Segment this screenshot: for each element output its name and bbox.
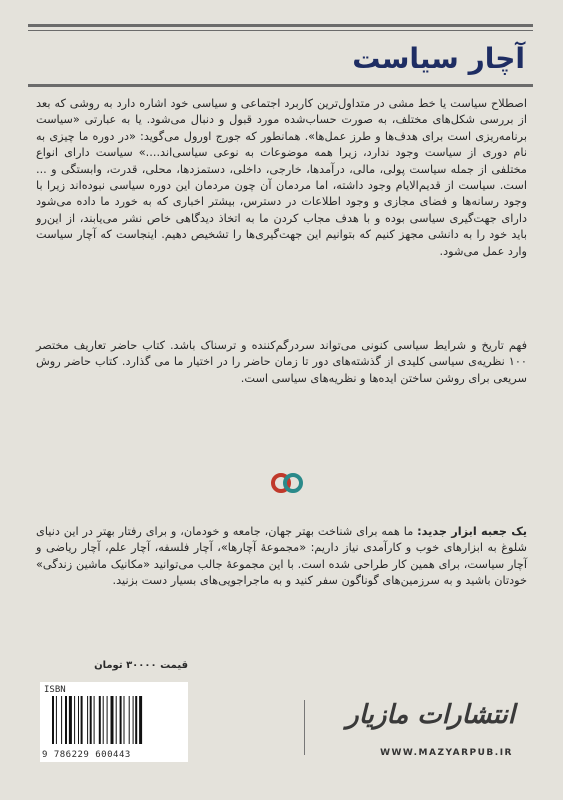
barcode-bar (87, 696, 88, 744)
publisher-divider (304, 700, 305, 755)
barcode-bar (69, 696, 72, 744)
top-rule (28, 24, 533, 27)
publisher-website: WWW.MAZYARPUB.IR (380, 748, 513, 758)
barcode-bar (65, 696, 67, 744)
barcode-bar (56, 696, 57, 744)
barcode-bar (116, 696, 117, 744)
barcode-bar (94, 696, 95, 744)
barcode-bar (78, 696, 79, 744)
description-paragraph-3 (36, 524, 527, 590)
toolbox-lead: یک جعبه ابزار جدید: (417, 525, 528, 538)
barcode-bar (129, 696, 130, 744)
isbn-digits: 9 786229 600443 (42, 750, 131, 760)
barcode-bar (133, 696, 134, 744)
barcode-bar (120, 696, 122, 744)
book-title: آچار سیاست (352, 42, 525, 75)
barcode-bar (52, 696, 54, 744)
barcode-bar (107, 696, 108, 744)
description-paragraph-2: فهم تاریخ و شرایط سیاسی کنونی می‌تواند سردرگم‌کننده و ترسناک باشد. کتاب حاضر تعاریف مختصر ۱۰۰ نظریه‌ی سیاسی کلیدی از گذشته‌های دور تا زمان حاضر را در اختیار ما می گذارد. کتاب حاضر روش سریعی برای روشن ساختن ایده‌ها و نظریه‌های سیاسی است. (36, 339, 527, 385)
barcode-bar (81, 696, 83, 744)
barcode (40, 682, 188, 762)
barcode-bar (124, 696, 125, 744)
barcode-bar (103, 696, 104, 744)
barcode-bar (90, 696, 92, 744)
title-rule (28, 84, 533, 87)
barcode-bar (135, 696, 137, 744)
barcode-bar (74, 696, 75, 744)
barcode-bars (50, 696, 178, 744)
barcode-bar (61, 696, 62, 744)
publisher-logo-icon (270, 472, 304, 494)
barcode-bar (139, 696, 142, 744)
top-rule-inner (28, 30, 533, 31)
price-label: قیمت ۳۰۰۰۰ تومان (94, 660, 188, 671)
barcode-bar (99, 696, 101, 744)
description-paragraph-1: اصطلاح سیاست یا خط مشی در متداول‌ترین کاربرد اجتماعی و سیاسی خود اشاره دارد به روشی که بعد از بررسی شکل‌های مختلف، به صورت حساب‌شده مورد قبول و دنبال می‌شود. یا به عبارتی «سیاست برنامه‌ریزی است برای هدف‌ها و طرز عمل‌ها». همانطور که جورج اورول می‌گوید: «در دوره ما چیزی به نام دوری از سیاست وجود ندارد، زیرا همه موضوعات به نوعی سیاسی‌اند....» سیاست دارای انواع مختلفی از جمله سیاست پولی، مالی، درآمدها، خارجی، داخلی، دستمزدها، محلی، قدرت، وابستگی و ... است. سیاست از قدیم‌الایام وجود داشته، اما مردمان آن چون مردمان این دوره سیاسی نبوده‌اند زیرا با وجود رسانه‌ها و فضای مجازی و وجود اطلاعات در دسترس، بیشتر اخباری که به خورد ما داده می‌شود دارای جهت‌گیری سیاسی بوده و با هدف مجاب کردن ما به اتخاذ دیدگاهی خاص نشر می‌یابند، از این‌رو باید خود را به دانشی مجهز کنیم که بتوانیم این جهت‌گیری‌ها را تشخیص دهیم. اینجاست که آچار سیاست وارد عمل می‌شود. (36, 97, 527, 258)
isbn-label: ISBN (44, 685, 66, 695)
barcode-bar (111, 696, 114, 744)
toolbox-text: ما همه برای شناخت بهتر جهان، جامعه و خودمان، و برای رفتار بهتر در این دنیای شلوغ به ابزارهای خوب و کارآمدی نیاز داریم: «مجموعهٔ آچارها»، آچار فلسفه، آچار علم، آچار ریاضی و آچار سیاست، برای همین کار طراحی شده است. با این مجموعهٔ جالب می‌توانید «مکانیک ماشین زندگی» خودتان باشید و به سرزمین‌های گوناگون سفر کنید و به ماجراجویی‌های بسیار دست بزنید. (36, 525, 527, 588)
publisher-name: انتشارات مازیار (346, 700, 515, 730)
